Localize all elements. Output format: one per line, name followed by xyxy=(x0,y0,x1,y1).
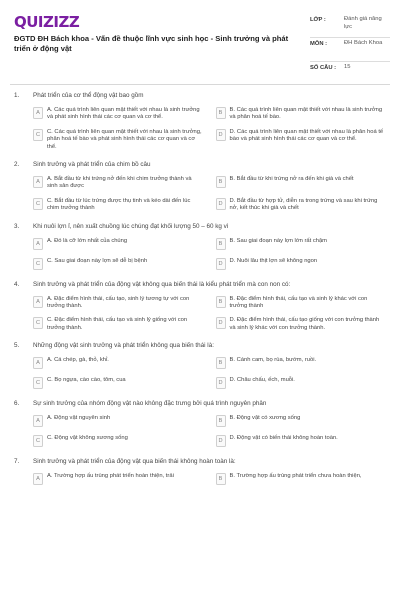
question-prompt: Những động vật sinh trưởng và phát triển không qua biến thái là: xyxy=(33,342,214,350)
spacer xyxy=(0,151,400,161)
option-a[interactable] xyxy=(33,295,204,311)
option-d[interactable] xyxy=(216,316,387,332)
option-letter: A xyxy=(33,296,43,308)
option-letter: B xyxy=(216,415,226,427)
option-d[interactable] xyxy=(216,434,387,448)
option-text: A. Bắt đầu từ khi trứng nở đến khi chim trưởng thành và sinh sản được xyxy=(47,176,192,190)
option-text: C. Đặc điểm hình thái, cấu tạo và sinh lý giống với con trưởng thành. xyxy=(47,317,188,331)
meta-class xyxy=(310,14,390,38)
option-c[interactable] xyxy=(33,128,204,151)
question-prompt: Sinh trưởng và phát triển của động vật không qua biến thái là kiểu phát triển mà con non có: xyxy=(33,280,291,288)
question-5 xyxy=(0,342,400,390)
option-letter: A xyxy=(33,107,43,119)
option-text: D. Các quá trình liên quan mật thiết với nhau là phân hoá tế bào và phát sinh hình thái các cơ quan và cơ thể. xyxy=(229,128,384,143)
option-d[interactable] xyxy=(216,376,387,390)
option-a[interactable] xyxy=(33,356,204,370)
option-text: B. Đặc điểm hình thái, cấu tạo và sinh lý khác với con trưởng thành xyxy=(229,295,368,310)
option-text: B. Các quá trình liên quan mật thiết với nhau là sinh trưởng và phân hoá tế bào. xyxy=(229,107,383,121)
option-letter: A xyxy=(33,357,43,369)
option-grid xyxy=(33,106,386,151)
option-text: D. Nuôi lâu thịt lợn sẽ không ngon xyxy=(229,257,318,264)
quizizz-logo: QUIZIZZ xyxy=(14,13,80,31)
header-divider xyxy=(10,84,390,85)
option-b[interactable] xyxy=(216,356,387,370)
spacer xyxy=(0,332,400,342)
question-text xyxy=(14,281,386,289)
option-letter: A xyxy=(33,473,43,485)
option-text: A. Cá chép, gà, thỏ, khỉ. xyxy=(47,357,109,364)
option-b[interactable] xyxy=(216,472,387,486)
spacer xyxy=(0,390,400,400)
spacer xyxy=(0,213,400,223)
question-1 xyxy=(0,92,400,151)
option-letter: D xyxy=(216,129,226,141)
option-d[interactable] xyxy=(216,128,387,151)
option-text: C. Bắt đầu từ lúc trứng được thụ tinh và kéo dài đến lúc chim trưởng thành xyxy=(47,197,191,212)
question-4 xyxy=(0,281,400,333)
option-letter: C xyxy=(33,317,43,329)
option-b[interactable] xyxy=(216,237,387,251)
question-number: 5. xyxy=(14,342,20,350)
option-text: C. Bọ ngựa, cào cào, tôm, cua xyxy=(47,377,126,384)
option-text: B. Cánh cam, bọ rùa, bướm, ruồi. xyxy=(229,357,317,364)
option-letter: A xyxy=(33,176,43,188)
question-number: 4. xyxy=(14,280,20,288)
option-letter: D xyxy=(216,317,226,329)
option-text: D. Đặc điểm hình thái, cấu tạo giống với con trưởng thành và sinh lý khác với con trưởng thành. xyxy=(229,317,380,331)
option-text: A. Các quá trình liên quan mật thiết với nhau là sinh trưởng và phát sinh hình thái các cơ quan và cơ thể. xyxy=(47,107,200,121)
option-grid xyxy=(33,237,386,271)
option-grid xyxy=(33,175,386,213)
question-2 xyxy=(0,161,400,213)
option-letter: B xyxy=(216,357,226,369)
option-c[interactable] xyxy=(33,197,204,213)
worksheet-title: ĐGTD ĐH Bách khoa - Vấn đề thuộc lĩnh vực sinh học - Sinh trưởng và phát triển ở động vật xyxy=(14,34,289,53)
option-a[interactable] xyxy=(33,414,204,428)
option-a[interactable] xyxy=(33,237,204,251)
option-text: A. Trường hợp ấu trùng phát triển hoàn thiện, trải xyxy=(47,473,174,480)
option-letter: B xyxy=(216,473,226,485)
option-letter: C xyxy=(33,129,43,141)
option-b[interactable] xyxy=(216,295,387,311)
option-text: A. Đặc điểm hình thái, cấu tạo, sinh lý tương tự với con trưởng thành. xyxy=(47,295,190,310)
option-text: A. Động vật nguyên sinh xyxy=(47,415,111,422)
question-text xyxy=(14,161,386,169)
option-text: D. Bắt đầu từ hợp tử, diễn ra trong trứng và sau khi trứng nở, kết thúc khi già và chết xyxy=(229,197,378,212)
option-letter: B xyxy=(216,107,226,119)
question-prompt: Sinh trưởng và phát triển của động vật qua biến thái không hoàn toàn là: xyxy=(33,458,236,466)
option-a[interactable] xyxy=(33,175,204,191)
meta-value: 15 xyxy=(344,64,351,70)
question-text xyxy=(14,92,386,100)
option-letter: D xyxy=(216,377,226,389)
question-prompt: Khi nuôi lợn ỉ, nên xuất chuồng lúc chúng đạt khối lượng 50 – 60 kg vì xyxy=(33,222,229,230)
option-text: A. Đó là cỡ lớn nhất của chúng xyxy=(47,237,128,244)
option-a[interactable] xyxy=(33,472,204,486)
option-letter: A xyxy=(33,415,43,427)
option-c[interactable] xyxy=(33,316,204,332)
question-number: 6. xyxy=(14,400,20,408)
option-a[interactable] xyxy=(33,106,204,122)
option-letter: C xyxy=(33,198,43,210)
option-c[interactable] xyxy=(33,434,204,448)
question-number: 1. xyxy=(14,92,20,99)
option-letter: B xyxy=(216,296,226,308)
question-number: 7. xyxy=(14,458,20,466)
question-3 xyxy=(0,223,400,271)
option-grid xyxy=(33,356,386,390)
option-d[interactable] xyxy=(216,257,387,271)
option-b[interactable] xyxy=(216,175,387,191)
option-text: B. Bắt đầu từ khi trứng nở ra đến khi già và chết xyxy=(229,176,354,183)
question-7 xyxy=(0,458,400,486)
question-text xyxy=(14,342,386,350)
option-letter: C xyxy=(33,258,43,270)
option-text: B. Động vật có xương sống xyxy=(229,415,301,422)
question-number: 2. xyxy=(14,161,20,169)
question-list xyxy=(0,92,400,486)
option-grid xyxy=(33,472,386,486)
option-letter: C xyxy=(33,377,43,389)
option-grid xyxy=(33,414,386,448)
question-prompt: Phát triển của cơ thể động vật bao gồm xyxy=(33,92,144,99)
option-letter: D xyxy=(216,435,226,447)
worksheet-meta xyxy=(310,14,390,78)
spacer xyxy=(0,271,400,281)
meta-value: Đánh giá năng lực xyxy=(344,16,382,30)
question-prompt: Sự sinh trưởng của nhóm động vật nào không đặc trưng bởi quá trình nguyên phân xyxy=(33,400,267,408)
option-text: D. Động vật có biến thái không hoàn toàn. xyxy=(229,435,338,442)
meta-subject xyxy=(310,38,390,62)
option-letter: D xyxy=(216,198,226,210)
worksheet-header xyxy=(0,0,400,82)
option-text: C. Sau giai đoạn này lợn sẽ dễ bị bệnh xyxy=(47,257,148,264)
option-c[interactable] xyxy=(33,257,204,271)
meta-count xyxy=(310,62,390,78)
question-prompt: Sinh trưởng và phát triển của chim bồ câu xyxy=(33,161,151,169)
option-grid xyxy=(33,295,386,333)
meta-key: SỐ CÂU : xyxy=(310,65,337,71)
option-letter: C xyxy=(33,435,43,447)
option-b[interactable] xyxy=(216,106,387,122)
question-text xyxy=(14,400,386,408)
question-text xyxy=(14,458,386,466)
option-text: B. Trường hợp ấu trùng phát triển chưa hoàn thiện, xyxy=(229,473,362,480)
question-number: 3. xyxy=(14,222,20,230)
question-text xyxy=(14,223,386,231)
option-letter: B xyxy=(216,238,226,250)
option-letter: D xyxy=(216,258,226,270)
option-letter: B xyxy=(216,176,226,188)
meta-key: LỚP : xyxy=(310,17,326,23)
option-text: C. Động vật không xương sống xyxy=(47,435,128,442)
question-6 xyxy=(0,400,400,448)
option-d[interactable] xyxy=(216,197,387,213)
option-b[interactable] xyxy=(216,414,387,428)
spacer xyxy=(0,448,400,458)
option-c[interactable] xyxy=(33,376,204,390)
option-letter: A xyxy=(33,238,43,250)
meta-value: ĐH Bách Khoa xyxy=(344,40,383,46)
meta-key: MÔN : xyxy=(310,41,328,47)
option-text: D. Châu chấu, ếch, muỗi. xyxy=(229,377,295,384)
option-text: C. Các quá trình liên quan mật thiết với nhau là sinh trưởng, phân hoá tế bào và phát sinh hình thái các cơ quan và cơ thể. xyxy=(47,128,202,150)
option-text: B. Sau giai đoạn này lợn lớn rất chậm xyxy=(229,237,328,244)
